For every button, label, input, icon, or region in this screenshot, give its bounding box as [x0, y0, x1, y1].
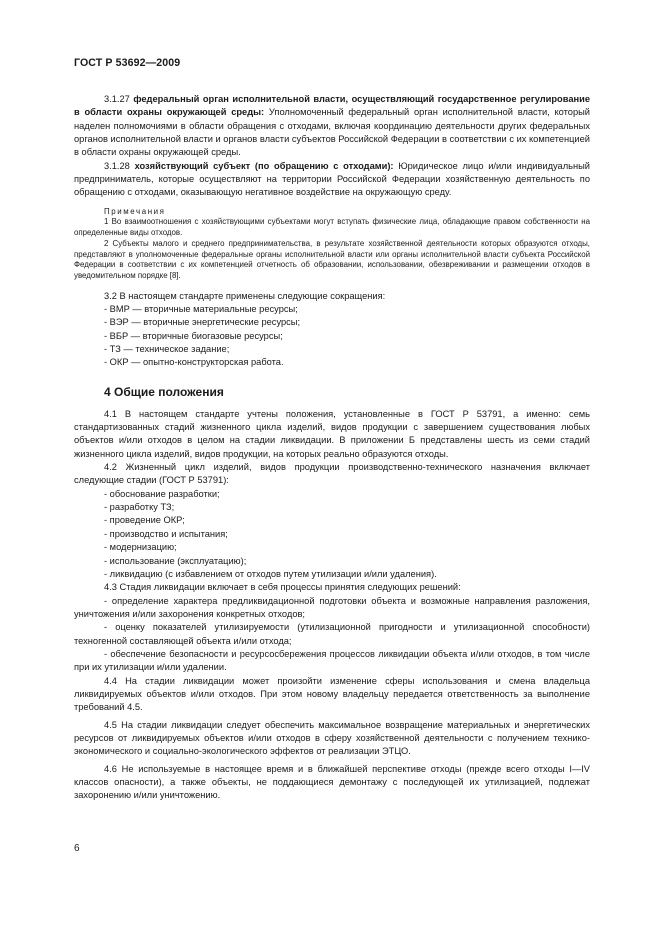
document-header: ГОСТ Р 53692—2009 [74, 57, 181, 69]
note-1: 1 Во взаимоотношения с хозяйствующими субъектами могут вступать физические лица, обладающие правом собственности на определенные виды отходов. [74, 217, 590, 238]
clause-number: 3.1.28 [104, 160, 135, 171]
clause-4-1: 4.1 В настоящем стандарте учтены положения, установленные в ГОСТ Р 53791, а именно: семь стандартизованных стадий жизненного цикла изделий, видов продукции с завершением существования любых объектов и/или отходов в целом на стадии ликвидации. В приложении Б представлены шесть из семи стадий жизненного цикла изделий, видов продукции, на которых реально образуются отходы. [74, 408, 590, 459]
definition: Юридическое лицо и/или индивидуальный предприниматель, которые осуществляют на территории Российской Федерации хозяйственную деятельность по обращению с отходами, оказывающую негативное воздействие на окружающую среду. [74, 160, 590, 198]
list-item: - ВЭР — вторичные энергетические ресурсы; [104, 317, 301, 328]
clause-3-2: 3.2 В настоящем стандарте применены следующие сокращения: [104, 290, 386, 301]
page-content [74, 93, 590, 803]
list-item: - оценку показателей утилизируемости (утилизационной пригодности и утилизационной способности) техногенной составляющей объекта и/или отхода; [74, 622, 590, 646]
clause-4-3: 4.3 Стадия ликвидации включает в себя процессы принятия следующих решений: [104, 582, 461, 593]
list-item: - разработку ТЗ; [104, 502, 175, 513]
list-item: - использование (эксплуатацию); [104, 555, 247, 566]
list-item: - ВМР — вторичные материальные ресурсы; [104, 304, 298, 315]
clause-3-1-27 [74, 93, 590, 160]
list-item: - проведение ОКР; [104, 515, 185, 526]
clause-4-2: 4.2 Жизненный цикл изделий, видов продукции производственно-технического назначения включает следующие стадии (ГОСТ Р 53791): [74, 462, 590, 486]
clause-3-1-28 [74, 160, 590, 200]
clause-4-4: 4.4 На стадии ликвидации может произойти изменение сферы использования и смена владельца ликвидируемых объектов и/или отходов. При этом новому владельцу передается ответственность за выполнение требований 4.5. [74, 675, 590, 713]
list-item: - обеспечение безопасности и ресурсосбережения процессов ликвидации объекта и/или отходов, в том числе при их утилизации и/или удалении. [74, 648, 590, 673]
term: хозяйствующий субъект (по обращению с отходами): [134, 160, 394, 171]
list-item: - модернизацию; [104, 542, 177, 553]
list-item: - производство и испытания; [104, 528, 228, 539]
page-number: 6 [74, 843, 80, 854]
list-item: - определение характера предликвидационной подготовки объекта и возможные направления разложения, уничтожения и/или захоронения конкретных отходов; [74, 595, 590, 619]
list-item: - ОКР — опытно-конструкторская работа. [104, 357, 284, 368]
list-item: - ликвидацию (с избавлением от отходов путем утилизации и/или удаления). [104, 568, 437, 579]
list-item: - ВБР — вторичные биогазовые ресурсы; [104, 330, 283, 341]
note-2: 2 Субъекты малого и среднего предпринимательства, в результате хозяйственной деятельности которых образуются отходы, представляют в уполномоченные федеральные органы исполнительной власти или органы исполнительной власти субъекта Российской Федерации в соответствии с их компетенцией отчетность об образовании, использовании, обезвреживании и размещении отходов в уведомительном порядке [8]. [74, 238, 590, 280]
clause-number: 3.1.27 [104, 94, 134, 104]
definition: Уполномоченный федеральный орган исполнительной власти, который наделен полномочиями в области обращения с отходами, включая координацию деятельности других федеральных органов исполнительной власти и органов власти субъектов Российской Федерации в соответствии с их компетенцией в области охраны окружающей среды. [74, 107, 590, 158]
section-heading: 4 Общие положения [104, 384, 224, 399]
clause-4-6: 4.6 Не используемые в настоящее время и в ближайшей перспективе отходы (прежде всего отходы I—IV классов опасности), а также объекты, не поддающиеся демонтажу с последующей их утилизацией, подлежат захоронению и/или уничтожению. [74, 763, 590, 801]
notes-title: Примечания [104, 206, 166, 216]
list-item: - обоснование разработки; [104, 488, 220, 499]
list-item: - ТЗ — техническое задание; [104, 344, 230, 355]
term: федеральный орган исполнительной власти, осуществляющий государственное регулирование в области охраны окружающей среды: [74, 94, 590, 118]
clause-4-5: 4.5 На стадии ликвидации следует обеспечить максимальное возвращение материальных и энергетических ресурсов от ликвидируемых объектов и/или отходов в сферу хозяйственной деятельности с получением технико-экономического и социально-экологического эффектов от реализации ЭТЦО. [74, 719, 590, 757]
